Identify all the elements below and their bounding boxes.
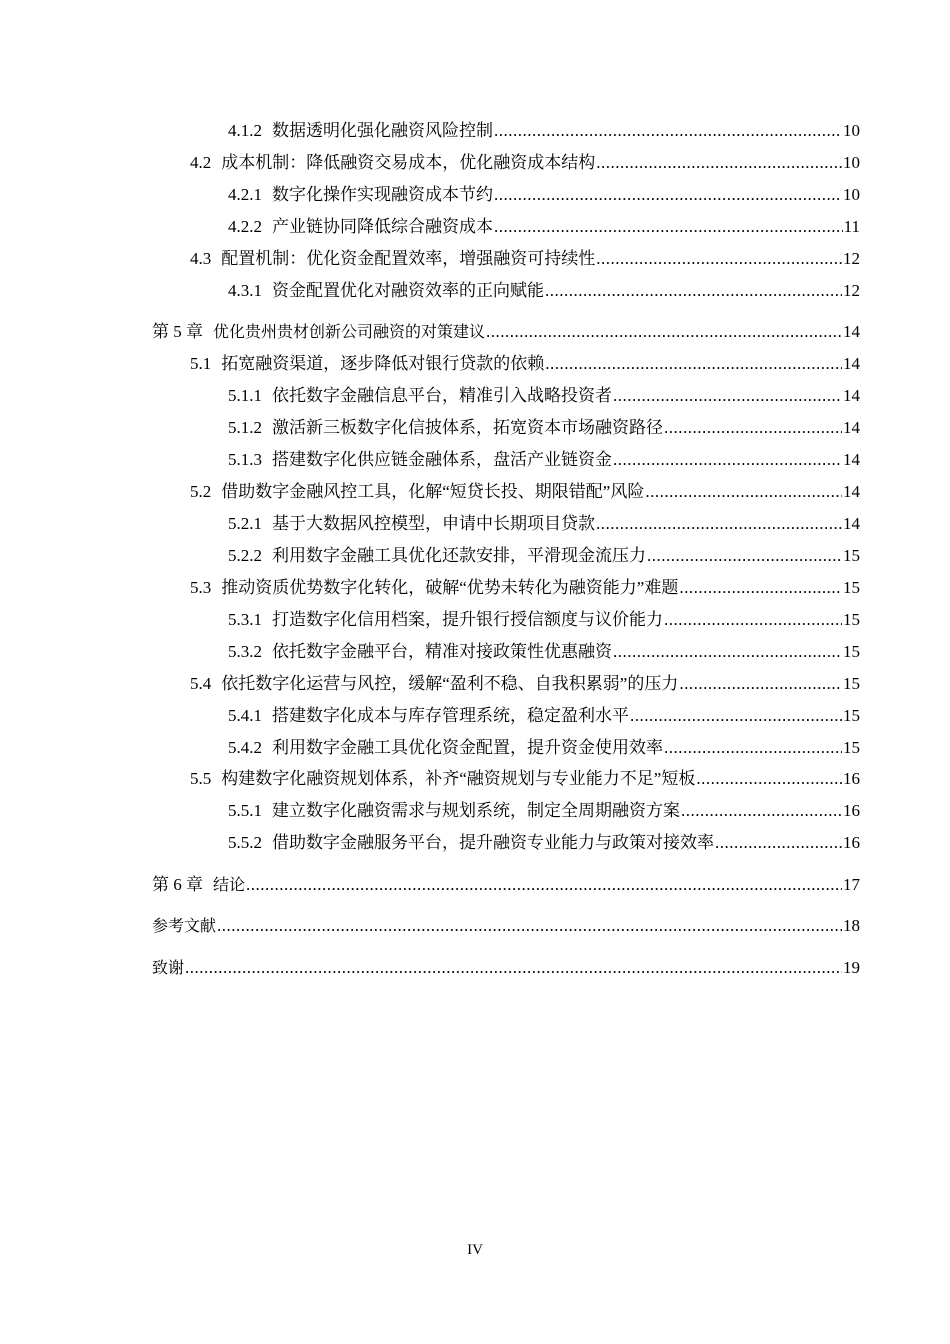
toc-entry-title: 结论 <box>213 875 246 894</box>
toc-entry-number: 5.3 <box>190 578 212 597</box>
dot-leader <box>645 481 842 503</box>
toc-entry-title: 搭建数字化供应链金融体系，盘活产业链资金 <box>272 450 612 469</box>
toc-entry-5-5[interactable] <box>190 768 860 790</box>
toc-entry-number: 5.1.1 <box>228 386 262 405</box>
toc-entry-5-5-1[interactable] <box>228 800 860 822</box>
toc-entry-page: 14 <box>843 418 860 437</box>
dot-leader <box>545 280 842 302</box>
toc-entry-title: 数据透明化强化融资风险控制 <box>272 121 493 140</box>
toc-entry-5-4-1[interactable] <box>228 705 860 727</box>
toc-entry-number: 5.5.2 <box>228 833 262 852</box>
toc-entry-5-3-1[interactable] <box>228 609 860 631</box>
dot-leader <box>696 768 842 790</box>
toc-entry-5-3[interactable] <box>190 577 860 599</box>
toc-entry-number: 4.3.1 <box>228 281 262 300</box>
toc-entry-number: 5.3.1 <box>228 610 262 629</box>
toc-entry-page: 15 <box>843 706 860 725</box>
toc-entry-title: 致谢 <box>152 958 185 977</box>
toc-entry-number: 4.2 <box>190 153 212 172</box>
toc-entry-number: 5.1.2 <box>228 418 262 437</box>
toc-entry-title: 参考文献 <box>152 916 217 935</box>
toc-entry-page: 15 <box>843 546 860 565</box>
dot-leader <box>630 705 842 727</box>
dot-leader <box>217 915 842 937</box>
toc-entry-title: 成本机制：降低融资交易成本，优化融资成本结构 <box>221 153 596 172</box>
toc-entry-number: 第 5 章 <box>152 322 203 341</box>
toc-entry-page: 16 <box>843 801 860 820</box>
toc-entry-number: 5.4 <box>190 674 212 693</box>
toc-entry-title: 借助数字金融服务平台，提升融资专业能力与政策对接效率 <box>272 833 714 852</box>
toc-entry-title: 依托数字化运营与风控，缓解“盈利不稳、自我积累弱”的压力 <box>221 674 679 693</box>
toc-entry-page: 17 <box>843 875 860 894</box>
toc-entry-page: 12 <box>843 281 860 300</box>
toc-entry-title: 拓宽融资渠道，逐步降低对银行贷款的依赖 <box>221 354 545 373</box>
toc-entry-title: 基于大数据风控模型，申请中长期项目贷款 <box>272 514 595 533</box>
toc-entry-title: 依托数字金融信息平台，精准引入战略投资者 <box>272 386 612 405</box>
toc-entry-number: 4.1.2 <box>228 121 262 140</box>
toc-entry-5-2[interactable] <box>190 481 860 503</box>
toc-entry-page: 11 <box>843 217 860 236</box>
toc-entry-references[interactable] <box>152 915 860 937</box>
toc-entry-number: 5.1 <box>190 354 212 373</box>
toc-entry-title: 产业链协同降低综合融资成本 <box>272 217 493 236</box>
toc-entry-4-2-2[interactable] <box>228 216 860 238</box>
toc-entry-page: 15 <box>843 610 860 629</box>
dot-leader <box>185 957 842 979</box>
dot-leader <box>596 152 842 174</box>
toc-entry-title: 搭建数字化成本与库存管理系统，稳定盈利水平 <box>272 706 629 725</box>
toc-entry-page: 10 <box>843 121 860 140</box>
toc-entry-5-3-2[interactable] <box>228 641 860 663</box>
dot-leader <box>664 417 842 439</box>
toc-entry-number: 5.4.2 <box>228 738 262 757</box>
toc-entry-5-4[interactable] <box>190 673 860 695</box>
dot-leader <box>596 248 842 270</box>
toc-entry-number: 4.2.2 <box>228 217 262 236</box>
toc-entry-page: 19 <box>843 958 860 977</box>
toc-entry-5-2-2[interactable] <box>228 545 860 567</box>
toc-entry-5-2-1[interactable] <box>228 513 860 535</box>
toc-entry-page: 15 <box>843 642 860 661</box>
toc-entry-page: 10 <box>843 153 860 172</box>
toc-entry-title: 建立数字化融资需求与规划系统，制定全周期融资方案 <box>272 801 680 820</box>
toc-entry-5-1-2[interactable] <box>228 417 860 439</box>
toc-entry-title: 数字化操作实现融资成本节约 <box>272 185 493 204</box>
toc-entry-title: 打造数字化信用档案，提升银行授信额度与议价能力 <box>272 610 663 629</box>
toc-entry-chapter-6[interactable] <box>152 874 860 896</box>
toc-entry-5-1-1[interactable] <box>228 385 860 407</box>
toc-entry-page: 10 <box>843 185 860 204</box>
toc-entry-page: 15 <box>843 738 860 757</box>
toc-entry-number: 5.4.1 <box>228 706 262 725</box>
toc-entry-page: 15 <box>843 674 860 693</box>
dot-leader <box>664 737 842 759</box>
toc-entry-number: 5.1.3 <box>228 450 262 469</box>
toc-entry-number: 第 6 章 <box>152 875 203 894</box>
dot-leader <box>613 449 842 471</box>
toc-entry-4-1-2[interactable] <box>228 120 860 142</box>
dot-leader <box>486 321 842 343</box>
toc-entry-title: 优化贵州贵材创新公司融资的对策建议 <box>213 322 486 341</box>
toc-entry-page: 16 <box>843 769 860 788</box>
toc-entry-number: 5.2.1 <box>228 514 262 533</box>
dot-leader <box>647 545 842 567</box>
dot-leader <box>494 216 843 238</box>
dot-leader <box>613 641 842 663</box>
toc-entry-5-1-3[interactable] <box>228 449 860 471</box>
toc-entry-number: 4.3 <box>190 249 212 268</box>
toc-entry-page: 14 <box>843 450 860 469</box>
toc-entry-page: 14 <box>843 354 860 373</box>
dot-leader <box>545 353 842 375</box>
toc-entry-4-3-1[interactable] <box>228 280 860 302</box>
toc-entry-page: 18 <box>843 916 860 935</box>
toc-entry-page: 14 <box>843 514 860 533</box>
dot-leader <box>679 577 842 599</box>
toc-entry-title: 推动资质优势数字化转化，破解“优势未转化为融资能力”难题 <box>221 578 679 597</box>
dot-leader <box>613 385 842 407</box>
dot-leader <box>664 609 842 631</box>
toc-entry-number: 5.2.2 <box>228 546 262 565</box>
toc-entry-title: 依托数字金融平台，精准对接政策性优惠融资 <box>272 642 612 661</box>
toc-entry-page: 14 <box>843 482 860 501</box>
toc-entry-page: 14 <box>843 386 860 405</box>
toc-entry-number: 5.5.1 <box>228 801 262 820</box>
dot-leader <box>681 800 842 822</box>
dot-leader <box>679 673 842 695</box>
toc-entry-title: 资金配置优化对融资效率的正向赋能 <box>272 281 544 300</box>
toc-entry-title: 构建数字化融资规划体系，补齐“融资规划与专业能力不足”短板 <box>221 769 696 788</box>
toc-entry-page: 12 <box>843 249 860 268</box>
toc-entry-number: 5.3.2 <box>228 642 262 661</box>
toc-entry-5-1[interactable] <box>190 353 860 375</box>
toc-entry-title: 激活新三板数字化信披体系，拓宽资本市场融资路径 <box>272 418 663 437</box>
toc-entry-title: 配置机制：优化资金配置效率，增强融资可持续性 <box>221 249 596 268</box>
dot-leader <box>596 513 842 535</box>
toc-entry-page: 16 <box>843 833 860 852</box>
toc-entry-title: 利用数字金融工具优化还款安排，平滑现金流压力 <box>272 546 646 565</box>
page-number: IV <box>467 1242 483 1258</box>
toc-entry-number: 5.2 <box>190 482 212 501</box>
toc-entry-4-2-1[interactable] <box>228 184 860 206</box>
toc-entry-number: 4.2.1 <box>228 185 262 204</box>
toc-entry-5-4-2[interactable] <box>228 737 860 759</box>
toc-entry-5-5-2[interactable] <box>228 832 860 854</box>
toc-entry-chapter-5[interactable] <box>152 321 860 343</box>
toc-entry-page: 15 <box>843 578 860 597</box>
dot-leader <box>246 874 842 896</box>
toc-entry-4-2[interactable] <box>190 152 860 174</box>
toc-entry-title: 利用数字金融工具优化资金配置，提升资金使用效率 <box>272 738 663 757</box>
dot-leader <box>494 184 842 206</box>
toc-entry-4-3[interactable] <box>190 248 860 270</box>
toc-entry-acknowledgements[interactable] <box>152 957 860 979</box>
dot-leader <box>494 120 842 142</box>
toc-entry-page: 14 <box>843 322 860 341</box>
toc-entry-number: 5.5 <box>190 769 212 788</box>
toc-entry-title: 借助数字金融风控工具，化解“短贷长投、期限错配”风险 <box>221 482 645 501</box>
dot-leader <box>715 832 842 854</box>
